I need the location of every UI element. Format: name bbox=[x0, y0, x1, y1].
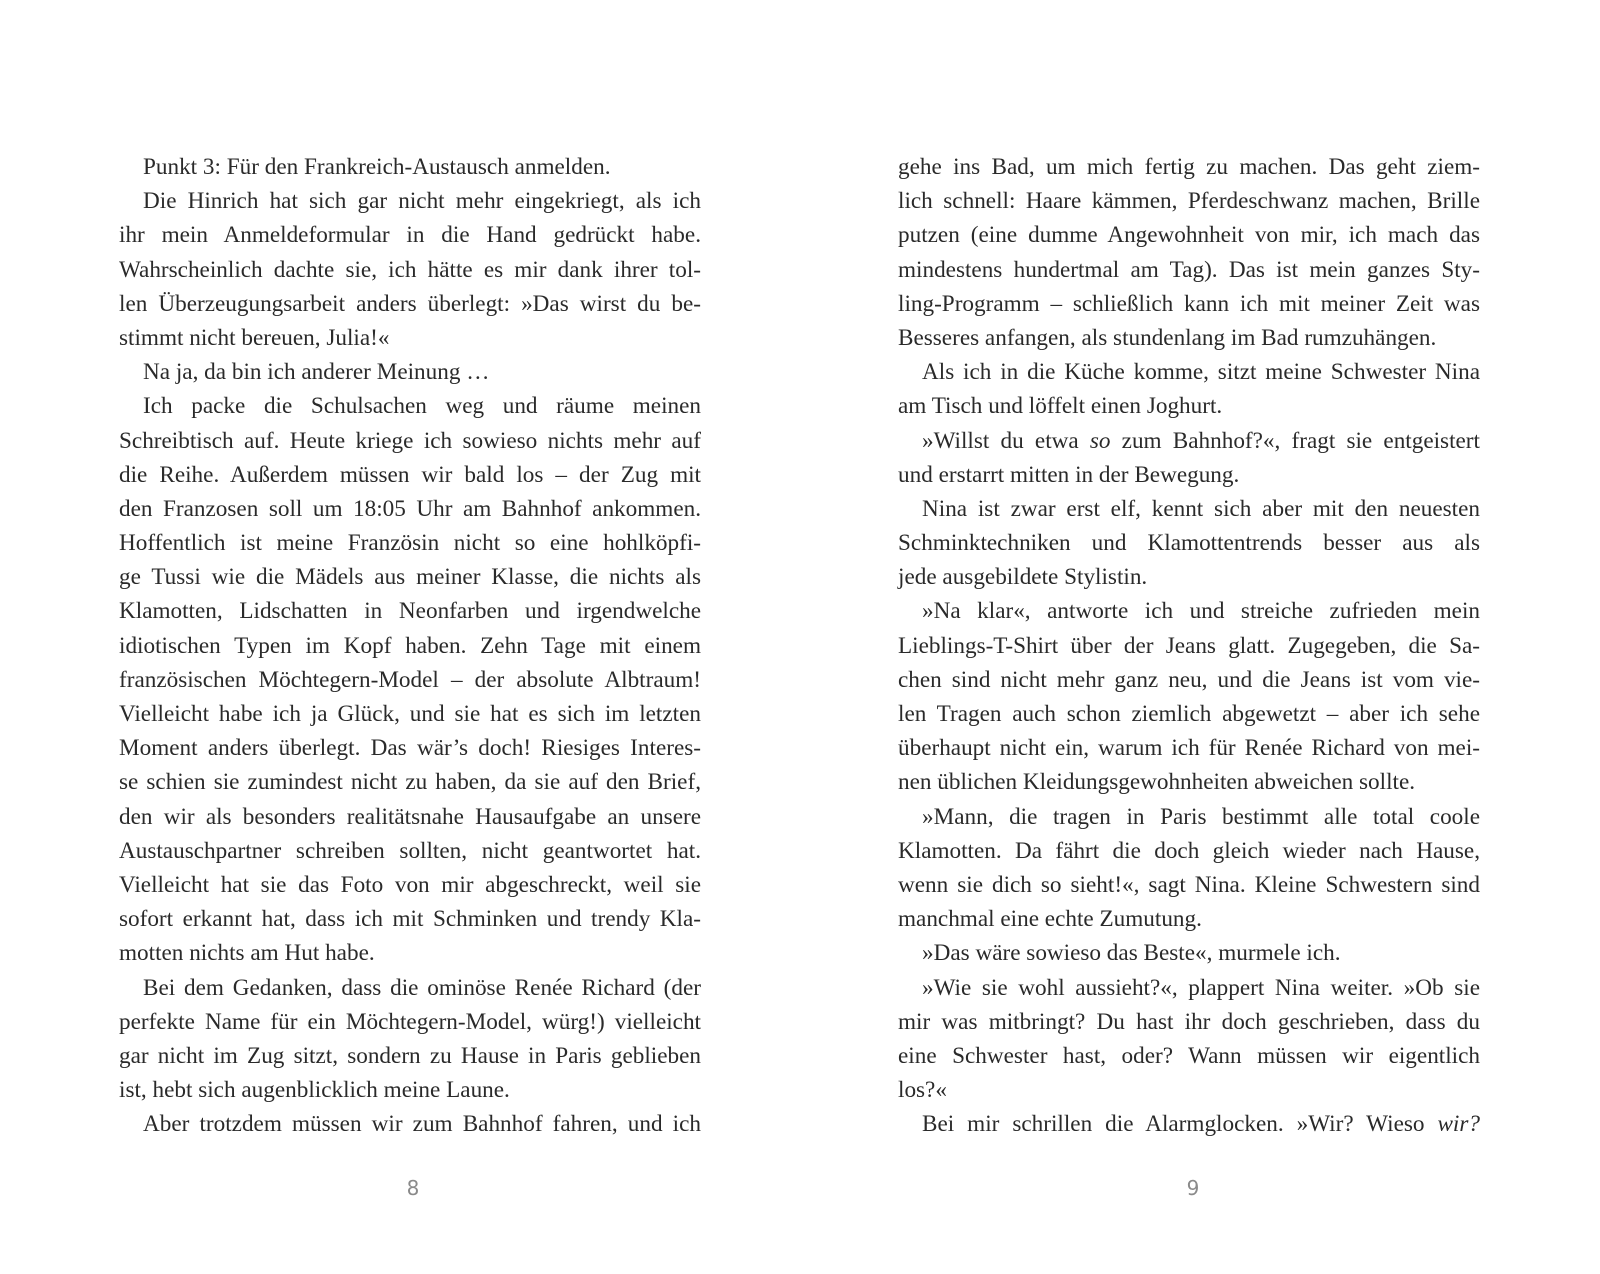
text-line: wenn sie dich so sieht!«, sagt Nina. Kleine Schwestern sind bbox=[898, 871, 1480, 898]
text-line: len Tragen auch schon ziemlich abgewetzt – aber ich sehe bbox=[898, 701, 1480, 727]
text-line: »Wie sie wohl aussieht?«, plappert Nina weiter. »Ob sie bbox=[922, 974, 1480, 1001]
text-line: »Willst du etwa so zum Bahnhof?«, fragt sie entgeistert bbox=[922, 427, 1480, 454]
left-page-number: 8 bbox=[406, 1176, 420, 1200]
text-line: len Überzeugungsarbeit anders überlegt: »Das wirst du be- bbox=[119, 290, 701, 317]
text-line: mindestens hundertmal am Tag). Das ist mein ganzes Sty- bbox=[898, 256, 1480, 283]
text-line: überhaupt nicht ein, warum ich für Renée Richard von mei- bbox=[898, 735, 1480, 762]
text-line: ling-Programm – schließlich kann ich mit meiner Zeit was bbox=[898, 290, 1480, 317]
text-line: Schreibtisch auf. Heute kriege ich sowieso nichts mehr auf bbox=[119, 427, 701, 454]
text-line: die Reihe. Außerdem müssen wir bald los – der Zug mit bbox=[119, 461, 701, 488]
text-line: Lieblings-T-Shirt über der Jeans glatt. Zugegeben, die Sa- bbox=[898, 632, 1480, 659]
text-line: idiotischen Typen im Kopf haben. Zehn Tage mit einem bbox=[119, 632, 701, 659]
text-line: »Na klar«, antworte ich und streiche zufrieden mein bbox=[922, 598, 1480, 625]
text-line: Austauschpartner schreiben sollten, nicht geantwortet hat. bbox=[119, 837, 701, 864]
text-line: nen üblichen Kleidungsgewohnheiten abweichen sollte. bbox=[898, 769, 1416, 796]
text-line: gar nicht im Zug sitzt, sondern zu Hause in Paris geblieben bbox=[119, 1042, 701, 1069]
text-line: am Tisch und löffelt einen Joghurt. bbox=[898, 393, 1223, 420]
text-line: Na ja, da bin ich anderer Meinung … bbox=[143, 359, 490, 386]
text-line: Wahrscheinlich dachte sie, ich hätte es mir dank ihrer tol- bbox=[119, 256, 701, 283]
text-line: Vielleicht habe ich ja Glück, und sie hat es sich im letzten bbox=[119, 701, 701, 727]
text-line: Besseres anfangen, als stundenlang im Bad rumzuhängen. bbox=[898, 324, 1437, 351]
text-line: Schminktechniken und Klamottentrends besser aus als bbox=[898, 530, 1480, 557]
left-page-text bbox=[119, 150, 701, 1141]
text-line: lich schnell: Haare kämmen, Pferdeschwanz machen, Brille bbox=[898, 188, 1480, 215]
text-line: Nina ist zwar erst elf, kennt sich aber mit den neuesten bbox=[922, 495, 1480, 522]
text-line: Punkt 3: Für den Frankreich-Austausch anmelden. bbox=[143, 154, 611, 180]
right-page-number: 9 bbox=[1186, 1176, 1200, 1200]
text-line: gehe ins Bad, um mich fertig zu machen. Das geht ziem- bbox=[898, 154, 1480, 180]
text-line: sofort erkannt hat, dass ich mit Schminken und trendy Kla- bbox=[119, 906, 701, 933]
text-line: französischen Möchtegern-Model – der absolute Albtraum! bbox=[119, 666, 701, 693]
text-line: los?« bbox=[898, 1077, 947, 1104]
text-line: jede ausgebildete Stylistin. bbox=[898, 564, 1148, 591]
text-line: Vielleicht hat sie das Foto von mir abgeschreckt, weil sie bbox=[119, 871, 701, 898]
text-line: putzen (eine dumme Angewohnheit von mir, ich mach das bbox=[898, 222, 1480, 249]
text-line: ihr mein Anmeldeformular in die Hand gedrückt habe. bbox=[119, 222, 701, 249]
text-line: und erstarrt mitten in der Bewegung. bbox=[898, 461, 1240, 488]
text-line: perfekte Name für ein Möchtegern-Model, würg!) vielleicht bbox=[119, 1008, 701, 1035]
left-page bbox=[119, 150, 701, 1141]
text-line: stimmt nicht bereuen, Julia!« bbox=[119, 324, 390, 351]
text-line: Als ich in die Küche komme, sitzt meine Schwester Nina bbox=[922, 359, 1480, 386]
text-line: ist, hebt sich augenblicklich meine Laune. bbox=[119, 1077, 510, 1104]
text-line: den wir als besonders realitätsnahe Hausaufgabe an unsere bbox=[119, 803, 701, 830]
text-line: ge Tussi wie die Mädels aus meiner Klasse, die nichts als bbox=[119, 564, 701, 591]
text-line: motten nichts am Hut habe. bbox=[119, 940, 375, 967]
text-line: manchmal eine echte Zumutung. bbox=[898, 906, 1202, 933]
text-line: Bei mir schrillen die Alarmglocken. »Wir? Wieso wir? bbox=[922, 1111, 1480, 1138]
text-line: den Franzosen soll um 18:05 Uhr am Bahnhof ankommen. bbox=[119, 495, 701, 522]
text-line: Ich packe die Schulsachen weg und räume meinen bbox=[143, 393, 701, 420]
text-line: Aber trotzdem müssen wir zum Bahnhof fahren, und ich bbox=[143, 1111, 701, 1138]
text-line: Klamotten, Lidschatten in Neonfarben und irgendwelche bbox=[119, 598, 701, 625]
text-line: »Mann, die tragen in Paris bestimmt alle total coole bbox=[922, 803, 1480, 830]
right-page bbox=[898, 150, 1480, 1141]
text-line: Moment anders überlegt. Das wär’s doch! Riesiges Interes- bbox=[119, 735, 701, 762]
text-line: »Das wäre sowieso das Beste«, murmele ich. bbox=[922, 940, 1341, 967]
text-line: Klamotten. Da fährt die doch gleich wieder nach Hause, bbox=[898, 837, 1480, 864]
text-line: eine Schwester hast, oder? Wann müssen wir eigentlich bbox=[898, 1042, 1480, 1069]
text-line: Hoffentlich ist meine Französin nicht so eine hohlköpfi- bbox=[119, 530, 701, 557]
text-line: Die Hinrich hat sich gar nicht mehr eingekriegt, als ich bbox=[143, 188, 701, 215]
text-line: Bei dem Gedanken, dass die ominöse Renée Richard (der bbox=[143, 974, 701, 1001]
text-line: mir was mitbringt? Du hast ihr doch geschrieben, dass du bbox=[898, 1008, 1480, 1035]
right-page-text bbox=[898, 150, 1480, 1141]
text-line: se schien sie zumindest nicht zu haben, da sie auf den Brief, bbox=[119, 769, 701, 796]
text-line: chen sind nicht mehr ganz neu, und die Jeans ist vom vie- bbox=[898, 666, 1480, 693]
